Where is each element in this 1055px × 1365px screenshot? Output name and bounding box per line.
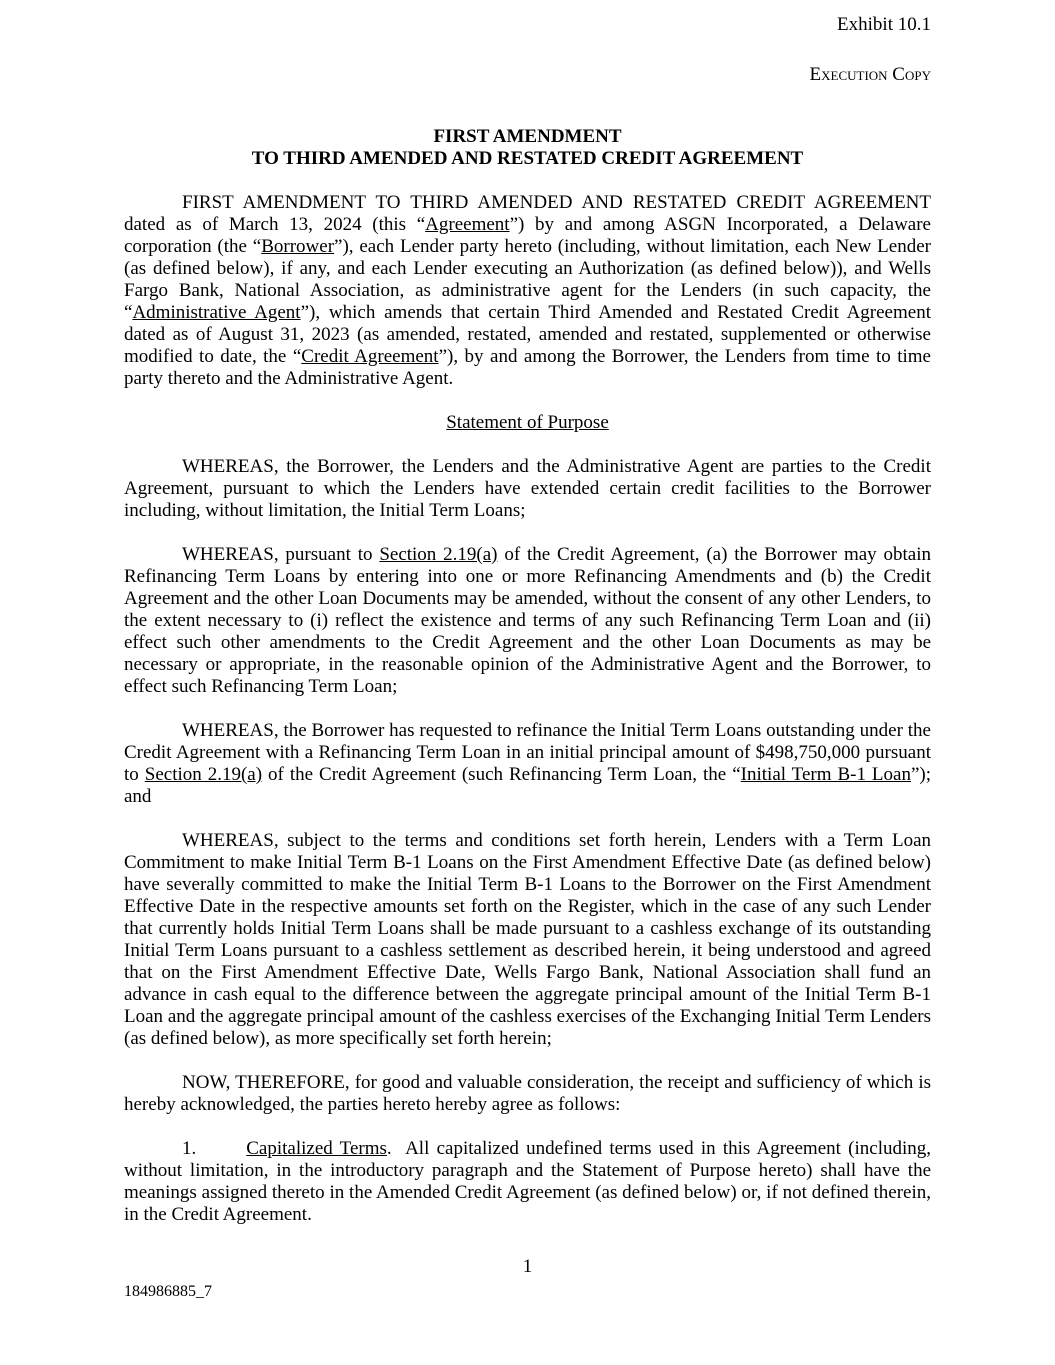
statement-of-purpose-text: Statement of Purpose — [446, 412, 609, 433]
section-1-capitalized-terms-paragraph: 1. Capitalized Terms. All capitalized undefined terms used in this Agreement (including, without limitation, in the introductory paragraph and the Statement of Purpose hereto) shall have the meanings assigned thereto in the Amended Credit Agreement (as defined below) or, if not defined therein, in the Credit Agreement. — [124, 1138, 931, 1225]
title-line-2: TO THIRD AMENDED AND RESTATED CREDIT AGREEMENT — [251, 148, 804, 169]
exhibit-label: Exhibit 10.1 — [837, 14, 931, 35]
document-title — [124, 126, 931, 170]
title-line-1: FIRST AMENDMENT — [433, 126, 622, 147]
whereas-paragraph-2: WHEREAS, pursuant to Section 2.19(a) of the Credit Agreement, (a) the Borrower may obtain Refinancing Term Loans by entering into one or more Refinancing Amendments and (b) the Credit Agreement and the other Loan Documents may be amended, without the consent of any other Lenders, to the extent necessary to (i) reflect the existence and terms of any such Refinancing Term Loan and (ii) effect such other amendments to the Credit Agreement and the other Loan Documents as may be necessary or appropriate, in the reasonable opinion of the Administrative Agent and the Borrower, to effect such Refinancing Term Loan; — [124, 544, 931, 697]
page-number: 1 — [522, 1256, 533, 1277]
whereas-paragraph-1: WHEREAS, the Borrower, the Lenders and the Administrative Agent are parties to the Credit Agreement, pursuant to which the Lenders have extended certain credit facilities to the Borrower including, without limitation, the Initial Term Loans; — [124, 456, 931, 521]
intro-paragraph: FIRST AMENDMENT TO THIRD AMENDED AND RESTATED CREDIT AGREEMENT dated as of March 13, 2024 (this “Agreement”) by and among ASGN Incorporated, a Delaware corporation (the “Borrower”), each Lender party hereto (including, without limitation, each New Lender (as defined below), if any, and each Lender executing an Authorization (as defined below)), and Wells Fargo Bank, National Association, as administrative agent for the Lenders (in such capacity, the “Administrative Agent”), which amends that certain Third Amended and Restated Credit Agreement dated as of August 31, 2023 (as amended, restated, amended and restated, supplemented or otherwise modified to date, the “Credit Agreement”), by and among the Borrower, the Lenders from time to time party thereto and the Administrative Agent. — [124, 192, 931, 389]
now-therefore-paragraph: NOW, THEREFORE, for good and valuable consideration, the receipt and sufficiency of which is hereby acknowledged, the parties hereto hereby agree as follows: — [124, 1072, 931, 1115]
statement-of-purpose-heading — [124, 412, 931, 434]
whereas-paragraph-3: WHEREAS, the Borrower has requested to refinance the Initial Term Loans outstanding under the Credit Agreement with a Refinancing Term Loan in an initial principal amount of $498,750,000 pursuant to Section 2.19(a) of the Credit Agreement (such Refinancing Term Loan, the “Initial Term B-1 Loan”); and — [124, 720, 932, 807]
execution-copy-label: Execution Copy — [809, 64, 931, 85]
footer-doc-id: 184986885_7 — [124, 1283, 212, 1300]
whereas-paragraph-4: WHEREAS, subject to the terms and conditions set forth herein, Lenders with a Term Loan Commitment to make Initial Term B-1 Loans on the First Amendment Effective Date (as defined below) have severally committed to make the Initial Term B-1 Loans to the Borrower on the First Amendment Effective Date in the respective amounts set forth on the Register, which in the case of any such Lender that currently holds Initial Term Loans shall be made pursuant to a cashless exchange of its outstanding Initial Term Loans pursuant to a cashless settlement as described herein, it being understood and agreed that on the First Amendment Effective Date, Wells Fargo Bank, National Association shall fund an advance in cash equal to the difference between the aggregate principal amount of the Initial Term B-1 Loan and the aggregate principal amount of the cashless exercises of the Exchanging Initial Term Lenders (as defined below), as more specifically set forth herein; — [124, 830, 931, 1049]
